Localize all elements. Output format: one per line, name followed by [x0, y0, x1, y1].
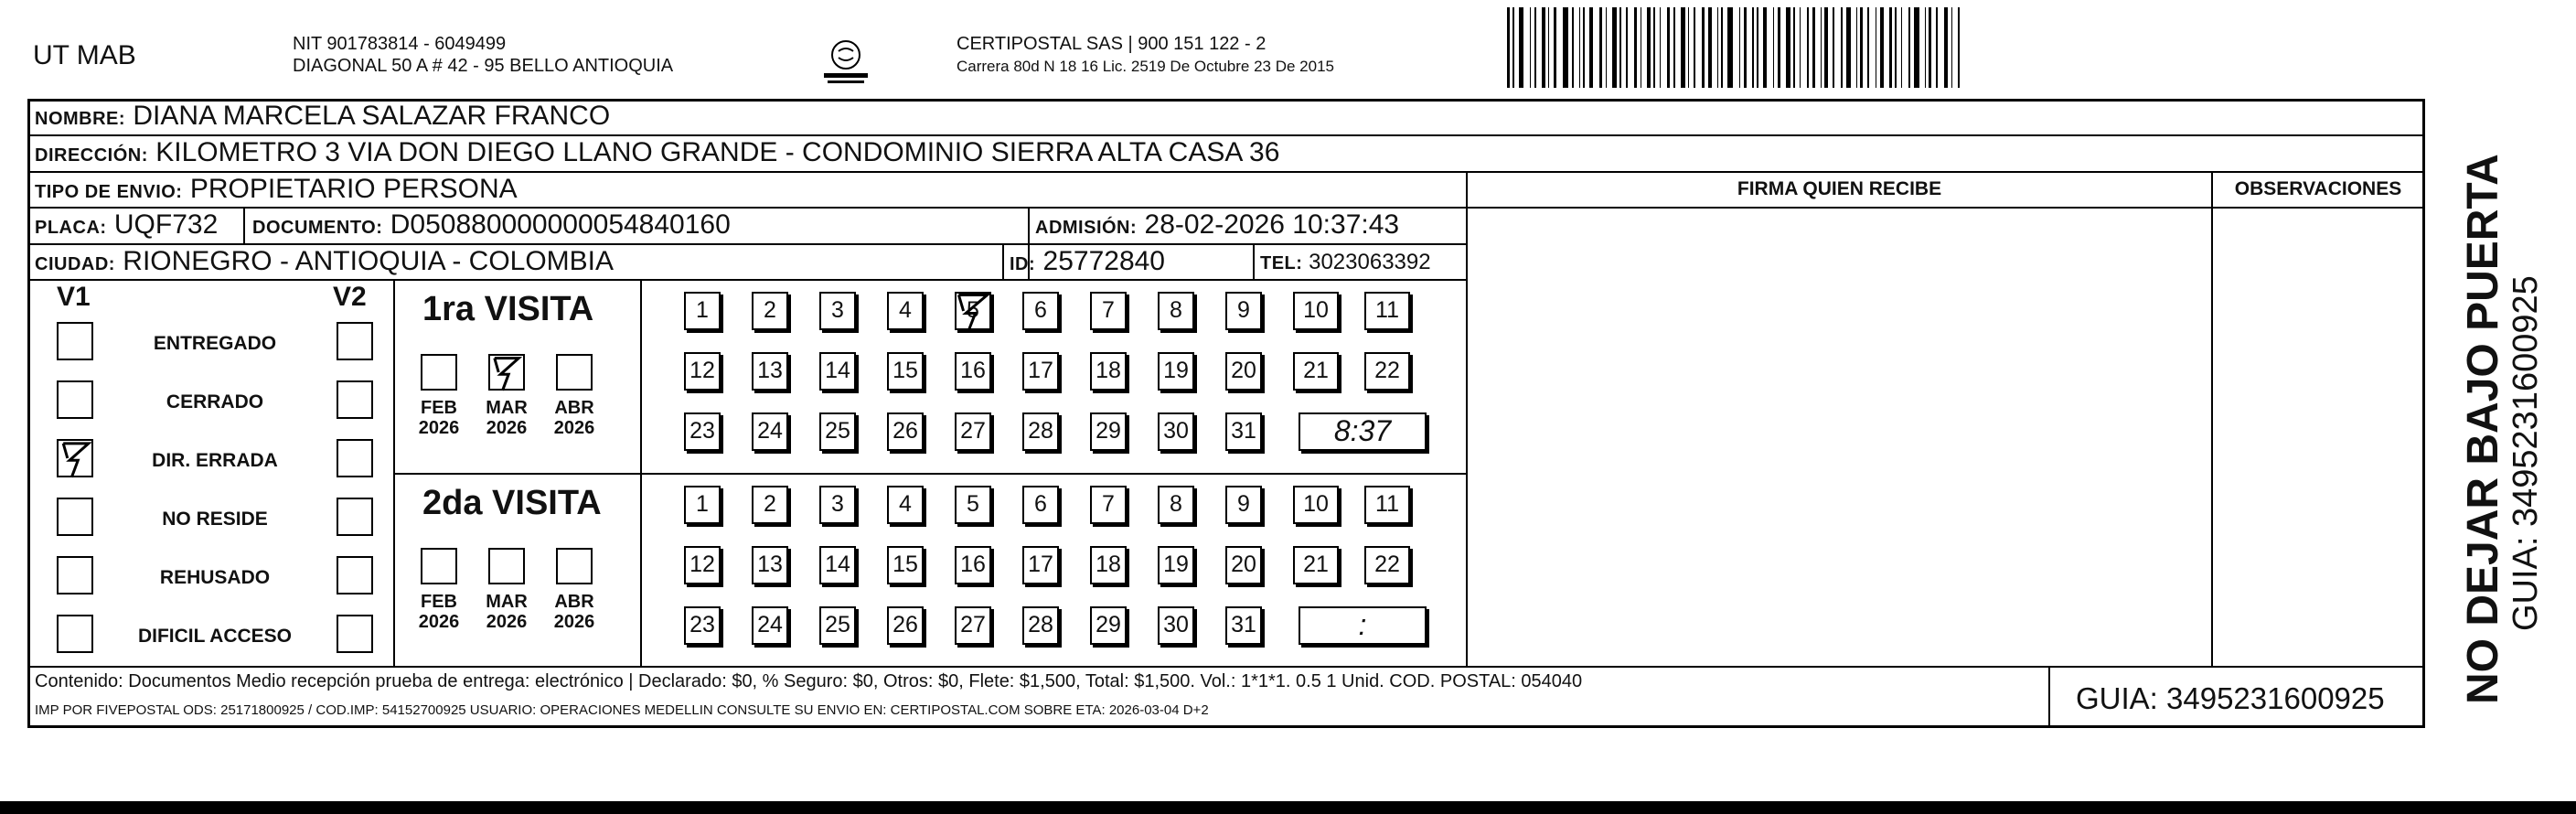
v2-checkbox[interactable]	[337, 380, 373, 419]
day-box[interactable]: 30	[1158, 412, 1194, 451]
day-box[interactable]: 5	[955, 486, 991, 524]
day-box[interactable]: 12	[684, 352, 721, 391]
day-box[interactable]: 13	[752, 546, 788, 584]
observations-area[interactable]	[2213, 209, 2423, 666]
visit-title: 2da VISITA	[422, 484, 602, 522]
day-check-mark	[949, 288, 997, 334]
day-box[interactable]: 8	[1158, 292, 1194, 330]
observaciones-header: OBSERVACIONES	[2234, 178, 2402, 199]
day-box[interactable]: 30	[1158, 606, 1194, 645]
month-label	[482, 592, 531, 632]
day-box[interactable]: 2	[752, 486, 788, 524]
day-box[interactable]: 29	[1090, 412, 1127, 451]
day-box[interactable]: 22	[1364, 352, 1410, 391]
v2-checkbox[interactable]	[337, 615, 373, 653]
month-checkbox[interactable]	[421, 354, 457, 391]
bottom-bar	[0, 801, 2576, 814]
nit-text: NIT 901783814 - 6049499	[293, 34, 507, 54]
tel-field: TEL: 3023063392	[1260, 250, 1431, 274]
month-label	[482, 398, 531, 438]
city-value: RIONEGRO - ANTIOQUIA - COLOMBIA	[123, 246, 615, 276]
placa-field: PLACA: UQF732	[35, 209, 219, 240]
v2-label: V2	[333, 282, 367, 312]
certipostal-logo	[818, 33, 873, 88]
day-box[interactable]: 2	[752, 292, 788, 330]
day-box[interactable]: 23	[684, 412, 721, 451]
day-box[interactable]: 24	[752, 412, 788, 451]
v1-checkbox[interactable]	[57, 380, 93, 419]
reason-label: CERRADO	[166, 391, 264, 412]
print-info: IMP POR FIVEPOSTAL ODS: 25171800925 / COD.IMP: 54152700925 USUARIO: OPERACIONES MEDELLIN CONSULTE SU ENVIO EN: CERTIPOSTAL.COM SOBRE ETA: 2026-03-04 D+2	[35, 702, 1209, 718]
day-box[interactable]: 24	[752, 606, 788, 645]
month-name: ABR	[554, 398, 594, 418]
day-box[interactable]: 10	[1293, 486, 1339, 524]
day-box[interactable]: 3	[819, 292, 856, 330]
id-value: 25772840	[1042, 246, 1165, 276]
day-box[interactable]: 15	[887, 352, 924, 391]
admission-value: 28-02-2026 10:37:43	[1144, 209, 1400, 240]
day-box[interactable]: 18	[1090, 546, 1127, 584]
month-name: FEB	[421, 592, 457, 612]
shipment-type: PROPIETARIO PERSONA	[189, 174, 518, 204]
side-notice	[2460, 154, 2544, 704]
day-box[interactable]: 19	[1158, 546, 1194, 584]
day-box[interactable]: 25	[819, 412, 856, 451]
month-label	[550, 592, 599, 632]
v1-check-mark	[55, 437, 97, 479]
carrier-license: Carrera 80d N 18 16 Lic. 2519 De Octubre 23 De 2015	[957, 58, 1334, 75]
sender-address: DIAGONAL 50 A # 42 - 95 BELLO ANTIOQUIA	[293, 56, 674, 76]
day-box[interactable]: 4	[887, 486, 924, 524]
day-box[interactable]: 29	[1090, 606, 1127, 645]
recipient-address: KILOMETRO 3 VIA DON DIEGO LLANO GRANDE - CONDOMINIO SIERRA ALTA CASA 36	[155, 137, 1280, 167]
month-year: 2026	[486, 418, 528, 438]
day-box[interactable]: 25	[819, 606, 856, 645]
day-box[interactable]: 21	[1293, 352, 1339, 391]
day-box[interactable]: 28	[1022, 412, 1059, 451]
day-box[interactable]: 3	[819, 486, 856, 524]
v1-checkbox[interactable]	[57, 498, 93, 536]
day-box[interactable]: 27	[955, 412, 991, 451]
visit-time[interactable]: :	[1299, 606, 1427, 645]
day-box[interactable]: 31	[1225, 606, 1262, 645]
month-check-mark	[486, 352, 527, 392]
signature-area[interactable]	[1468, 209, 2211, 666]
carrier-name: CERTIPOSTAL SAS | 900 151 122 - 2	[957, 34, 1267, 54]
v2-checkbox[interactable]	[337, 498, 373, 536]
day-box[interactable]: 6	[1022, 292, 1059, 330]
tipo-row: TIPO DE ENVIO: PROPIETARIO PERSONA	[35, 174, 518, 204]
day-box[interactable]: 1	[684, 486, 721, 524]
day-box[interactable]: 9	[1225, 486, 1262, 524]
month-label	[414, 398, 464, 438]
day-box[interactable]: 7	[1090, 292, 1127, 330]
day-box[interactable]: 16	[955, 352, 991, 391]
day-box[interactable]: 19	[1158, 352, 1194, 391]
day-box[interactable]: 26	[887, 606, 924, 645]
day-box[interactable]: 21	[1293, 546, 1339, 584]
tel-value: 3023063392	[1309, 250, 1431, 274]
no-dejar-warning: NO DEJAR BAJO PUERTA	[2459, 154, 2507, 704]
recipient-name: DIANA MARCELA SALAZAR FRANCO	[133, 101, 611, 131]
month-name: MAR	[486, 592, 528, 612]
day-box[interactable]: 6	[1022, 486, 1059, 524]
day-box[interactable]: 17	[1022, 352, 1059, 391]
v2-checkbox[interactable]	[337, 439, 373, 477]
day-box[interactable]: 15	[887, 546, 924, 584]
day-box[interactable]: 13	[752, 352, 788, 391]
month-name: MAR	[486, 398, 528, 418]
day-box[interactable]: 14	[819, 352, 856, 391]
direccion-row: DIRECCIÓN: KILOMETRO 3 VIA DON DIEGO LLANO GRANDE - CONDOMINIO SIERRA ALTA CASA 36	[35, 137, 1280, 167]
v1-label: V1	[57, 282, 91, 312]
firma-header: FIRMA QUIEN RECIBE	[1737, 178, 1942, 199]
month-label	[414, 592, 464, 632]
barcode	[1507, 7, 2239, 88]
side-guide-number: GUIA: 3495231600925	[2507, 275, 2545, 631]
day-box[interactable]: 4	[887, 292, 924, 330]
id-field: ID: 25772840	[1010, 246, 1165, 276]
day-box[interactable]: 23	[684, 606, 721, 645]
month-label	[550, 398, 599, 438]
day-box[interactable]: 20	[1225, 352, 1262, 391]
company-name: UT MAB	[33, 40, 136, 70]
documento-field: DOCUMENTO: D050880000000054840160	[252, 209, 731, 240]
visit-time[interactable]: 8:37	[1299, 412, 1427, 451]
month-year: 2026	[553, 418, 595, 438]
v2-checkbox[interactable]	[337, 556, 373, 594]
day-box[interactable]: 9	[1225, 292, 1262, 330]
month-year: 2026	[486, 612, 528, 632]
reason-label: NO RESIDE	[162, 509, 268, 530]
month-year: 2026	[418, 418, 460, 438]
day-box[interactable]: 14	[819, 546, 856, 584]
month-checkbox[interactable]	[488, 548, 525, 584]
day-box[interactable]: 31	[1225, 412, 1262, 451]
ciudad-field: CIUDAD: RIONEGRO - ANTIOQUIA - COLOMBIA	[35, 246, 615, 276]
v1-checkbox[interactable]	[57, 322, 93, 360]
plate-value: UQF732	[113, 209, 219, 240]
v1-checkbox[interactable]	[57, 556, 93, 594]
reason-label: DIR. ERRADA	[152, 450, 278, 471]
month-name: ABR	[554, 592, 594, 612]
month-year: 2026	[418, 612, 460, 632]
day-box[interactable]: 8	[1158, 486, 1194, 524]
content-summary: Contenido: Documentos Medio recepción prueba de entrega: electrónico | Declarado: $0, % Seguro: $0, Otros: $0, Flete: $1,500, Total: $1,500. Vol.: 1*1*1. 0.5 1 Unid. COD. POSTAL: 054040	[35, 671, 1583, 691]
day-box[interactable]: 28	[1022, 606, 1059, 645]
day-box[interactable]: 16	[955, 546, 991, 584]
reason-label: REHUSADO	[159, 567, 271, 588]
day-box[interactable]: 20	[1225, 546, 1262, 584]
reason-label: DIFICIL ACCESO	[137, 626, 292, 647]
guide-number: GUIA: 3495231600925	[2076, 681, 2385, 715]
visit-title: 1ra VISITA	[422, 290, 594, 328]
month-checkbox[interactable]	[556, 548, 593, 584]
month-name: FEB	[421, 398, 457, 418]
month-checkbox[interactable]	[421, 548, 457, 584]
admision-field: ADMISIÓN: 28-02-2026 10:37:43	[1035, 209, 1400, 240]
day-box[interactable]: 10	[1293, 292, 1339, 330]
document-value: D050880000000054840160	[390, 209, 731, 240]
nombre-row: NOMBRE: DIANA MARCELA SALAZAR FRANCO	[35, 101, 611, 131]
day-box[interactable]: 11	[1364, 292, 1410, 330]
month-checkbox[interactable]	[556, 354, 593, 391]
v1-checkbox[interactable]	[57, 615, 93, 653]
day-box[interactable]: 11	[1364, 486, 1410, 524]
day-box[interactable]: 12	[684, 546, 721, 584]
day-box[interactable]: 22	[1364, 546, 1410, 584]
month-year: 2026	[553, 612, 595, 632]
day-box[interactable]: 18	[1090, 352, 1127, 391]
day-box[interactable]: 17	[1022, 546, 1059, 584]
day-box[interactable]: 7	[1090, 486, 1127, 524]
day-box[interactable]: 1	[684, 292, 721, 330]
day-box[interactable]: 26	[887, 412, 924, 451]
day-box-marked[interactable]: 5	[955, 292, 991, 330]
v2-checkbox[interactable]	[337, 322, 373, 360]
reason-label: ENTREGADO	[153, 333, 277, 354]
day-box[interactable]: 27	[955, 606, 991, 645]
